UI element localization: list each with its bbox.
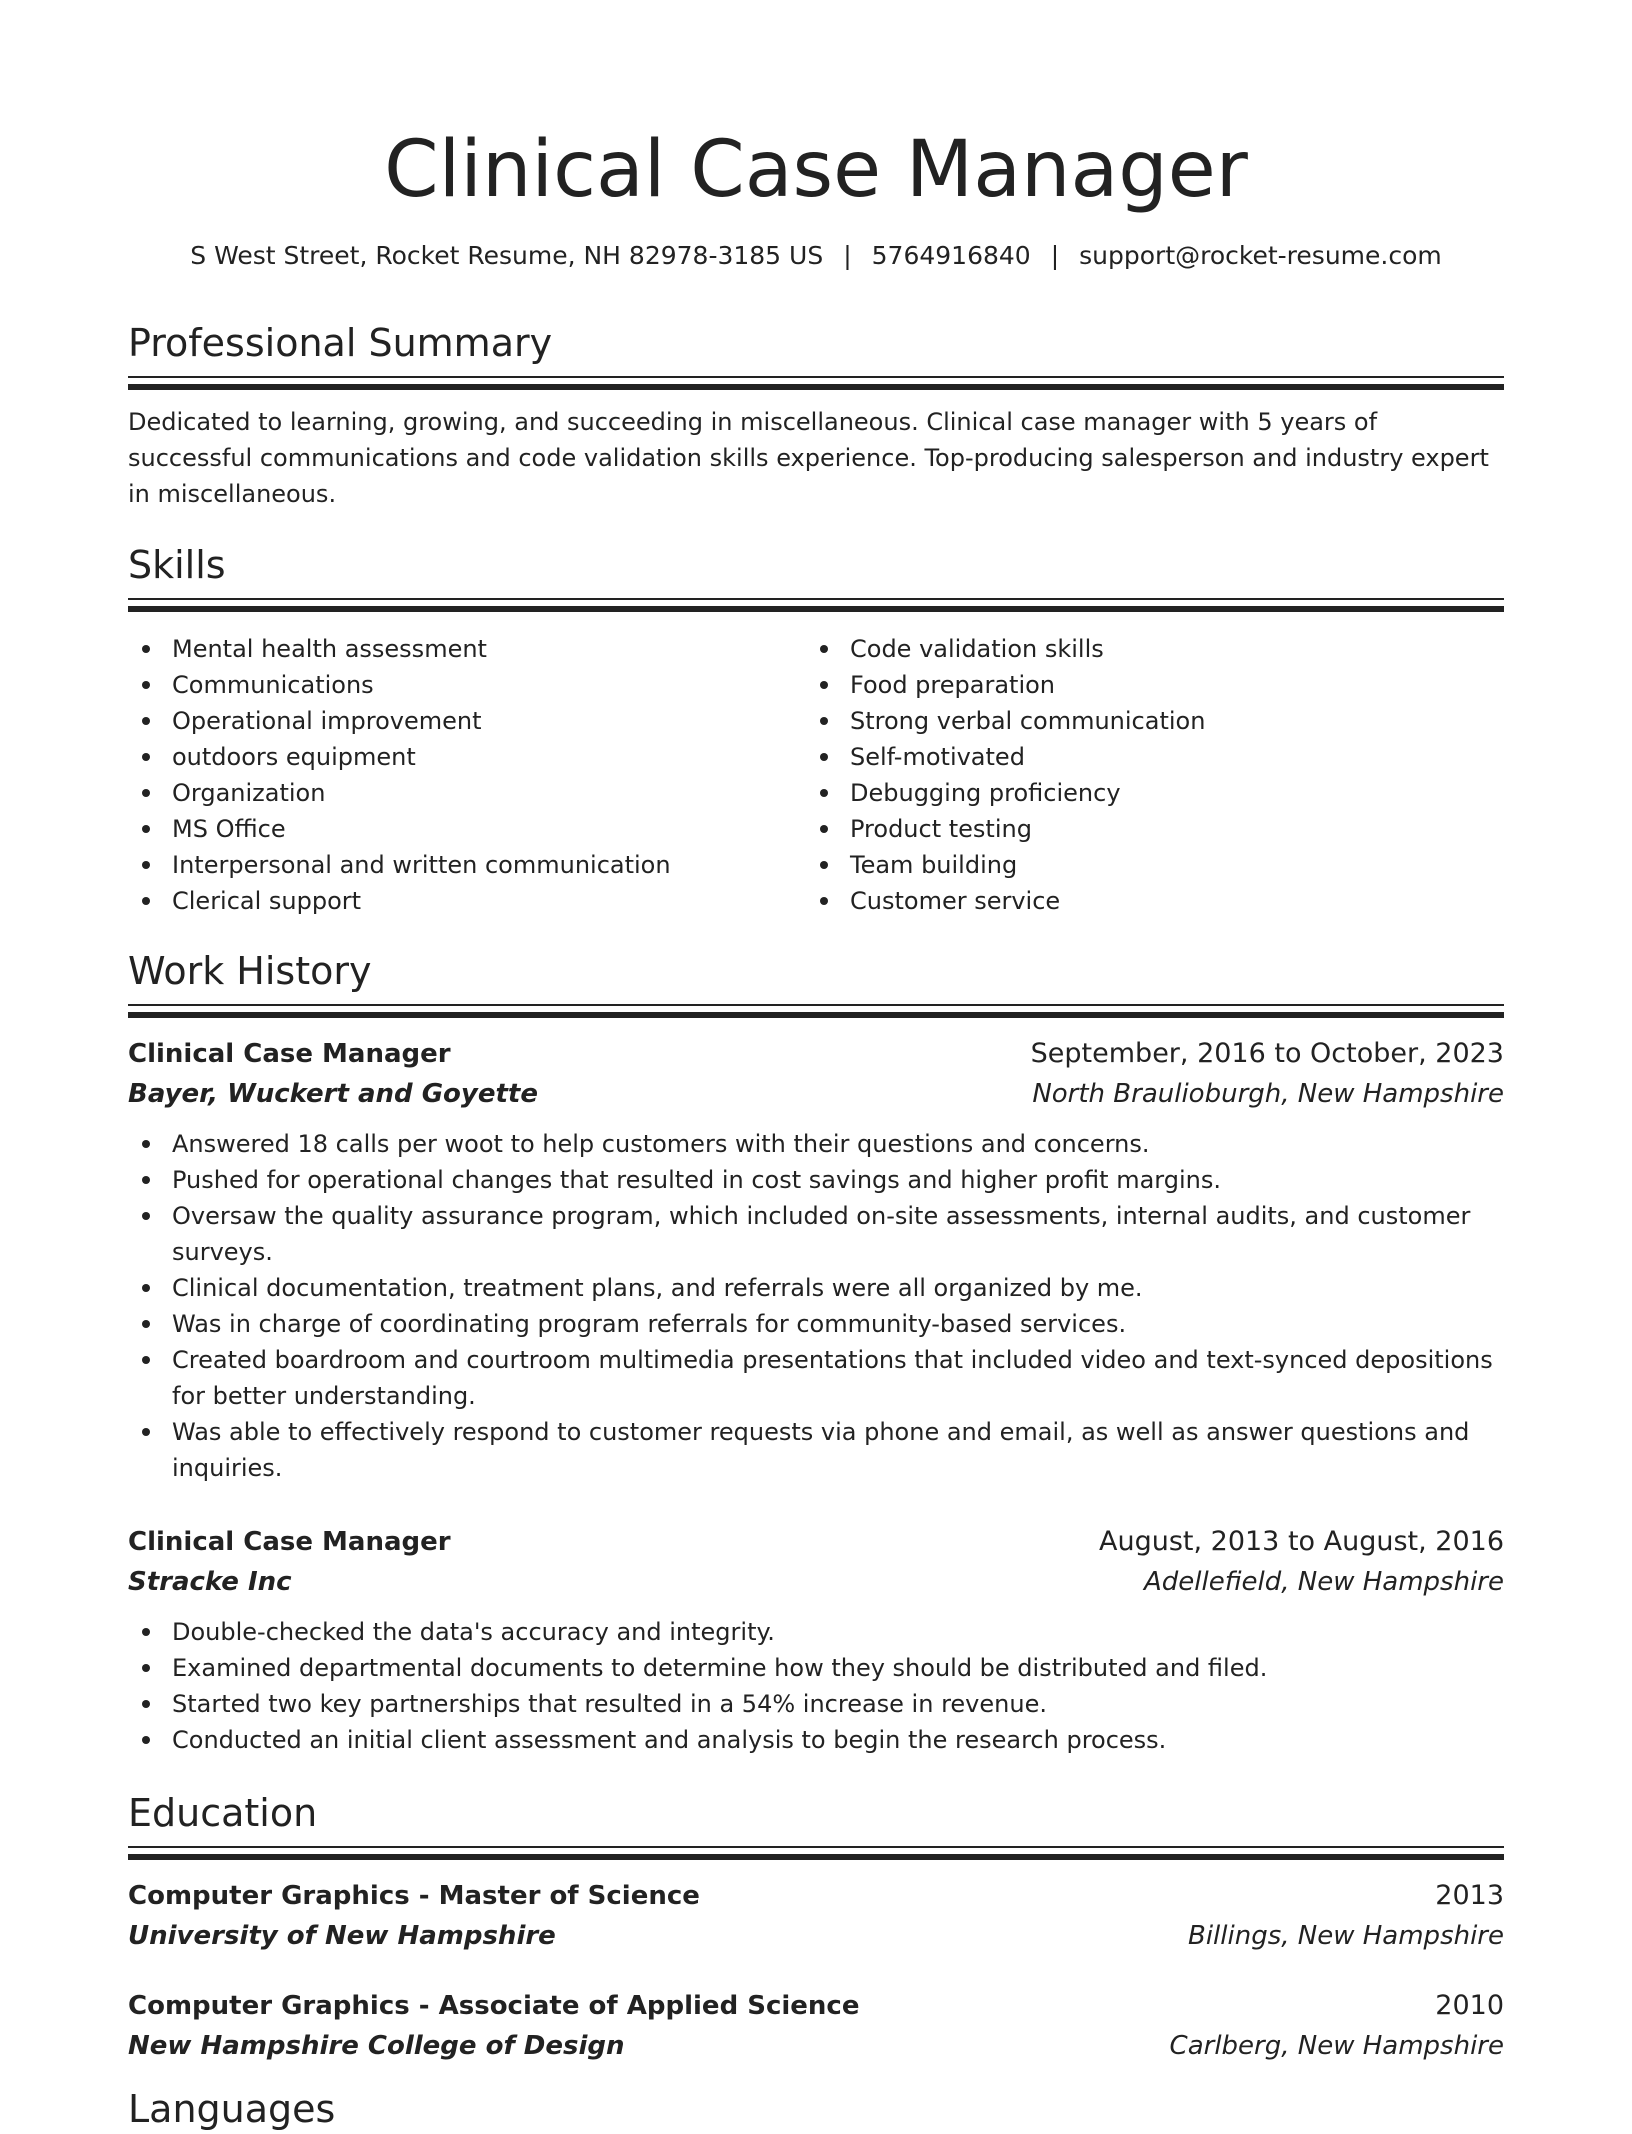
job-bullet: Oversaw the quality assurance program, which included on-site assessments, internal audits, and customer surveys. <box>128 1198 1504 1270</box>
school-name: New Hampshire College of Design <box>128 2031 625 2061</box>
skill-item: Strong verbal communication <box>806 703 1446 739</box>
job-entry <box>128 1034 1504 1486</box>
job-bullet: Answered 18 calls per woot to help customers with their questions and concerns. <box>128 1126 1504 1162</box>
skills-list-right <box>806 631 1446 919</box>
skill-item: Organization <box>128 775 768 811</box>
school-name: University of New Hampshire <box>128 1921 556 1951</box>
skill-item: Communications <box>128 667 768 703</box>
company-name: Stracke Inc <box>128 1567 292 1597</box>
job-bullet: Was in charge of coordinating program referrals for community-based services. <box>128 1306 1504 1342</box>
degree-title: Computer Graphics - Master of Science <box>128 1881 700 1911</box>
section-title-summary: Professional Summary <box>128 321 553 365</box>
school-location: Billings, New Hampshire <box>1187 1921 1504 1951</box>
job-bullets <box>128 1126 1504 1486</box>
contact-separator: | <box>843 241 852 270</box>
company-name: Bayer, Wuckert and Goyette <box>128 1079 538 1109</box>
skill-item: Food preparation <box>806 667 1446 703</box>
skill-item: Mental health assessment <box>128 631 768 667</box>
job-entry <box>128 1522 1504 1758</box>
job-bullet: Conducted an initial client assessment and analysis to begin the research process. <box>128 1722 1504 1758</box>
contact-address: S West Street, Rocket Resume, NH 82978-3185 US <box>190 241 824 270</box>
skill-item: Product testing <box>806 811 1446 847</box>
skill-item: Clerical support <box>128 883 768 919</box>
skill-item: Debugging proficiency <box>806 775 1446 811</box>
skill-item: Team building <box>806 847 1446 883</box>
skill-item: MS Office <box>128 811 768 847</box>
section-title-work: Work History <box>128 949 372 993</box>
education-year: 2010 <box>1435 1990 1504 2021</box>
contact-line <box>128 238 1504 274</box>
job-bullet: Examined departmental documents to determine how they should be distributed and filed. <box>128 1650 1504 1686</box>
job-bullet: Double-checked the data's accuracy and integrity. <box>128 1614 1504 1650</box>
resume-name: Clinical Case Manager <box>384 125 1248 215</box>
education-entry <box>128 1876 1504 1956</box>
summary-text: Dedicated to learning, growing, and succeeding in miscellaneous. Clinical case manager with 5 years of successful communications and code validation skills experience. Top-producing salesperson and industry expert in miscellaneous. <box>128 408 1489 508</box>
skill-item: Code validation skills <box>806 631 1446 667</box>
skill-item: outdoors equipment <box>128 739 768 775</box>
job-bullet: Pushed for operational changes that resulted in cost savings and higher profit margins. <box>128 1162 1504 1198</box>
section-title-education: Education <box>128 1791 318 1835</box>
job-location: Adellefield, New Hampshire <box>1143 1567 1504 1597</box>
job-title: Clinical Case Manager <box>128 1527 451 1557</box>
section-rule <box>128 598 1504 612</box>
job-location: North Braulioburgh, New Hampshire <box>1032 1079 1504 1109</box>
skills-list-left <box>128 631 768 919</box>
job-bullet: Started two key partnerships that resulted in a 54% increase in revenue. <box>128 1686 1504 1722</box>
education-year: 2013 <box>1435 1880 1504 1911</box>
skill-item: Self-motivated <box>806 739 1446 775</box>
contact-email: support@rocket-resume.com <box>1079 241 1442 270</box>
job-bullet: Clinical documentation, treatment plans, and referrals were all organized by me. <box>128 1270 1504 1306</box>
job-dates: August, 2013 to August, 2016 <box>1099 1526 1504 1557</box>
job-title: Clinical Case Manager <box>128 1039 451 1069</box>
skill-item: Customer service <box>806 883 1446 919</box>
job-dates: September, 2016 to October, 2023 <box>1030 1038 1504 1069</box>
job-bullet: Was able to effectively respond to customer requests via phone and email, as well as answer questions and inquiries. <box>128 1414 1504 1486</box>
school-location: Carlberg, New Hampshire <box>1169 2031 1504 2061</box>
contact-phone: 5764916840 <box>871 241 1031 270</box>
skill-item: Interpersonal and written communication <box>128 847 768 883</box>
section-rule <box>128 1004 1504 1018</box>
section-title-languages: Languages <box>128 2087 336 2131</box>
skill-item: Operational improvement <box>128 703 768 739</box>
job-bullet: Created boardroom and courtroom multimedia presentations that included video and text-synced depositions for better understanding. <box>128 1342 1504 1414</box>
education-entry <box>128 1986 1504 2066</box>
contact-separator: | <box>1050 241 1060 270</box>
degree-title: Computer Graphics - Associate of Applied Science <box>128 1991 860 2021</box>
job-bullets <box>128 1614 1504 1758</box>
section-rule <box>128 376 1504 390</box>
section-rule <box>128 1846 1504 1860</box>
section-title-skills: Skills <box>128 543 226 587</box>
